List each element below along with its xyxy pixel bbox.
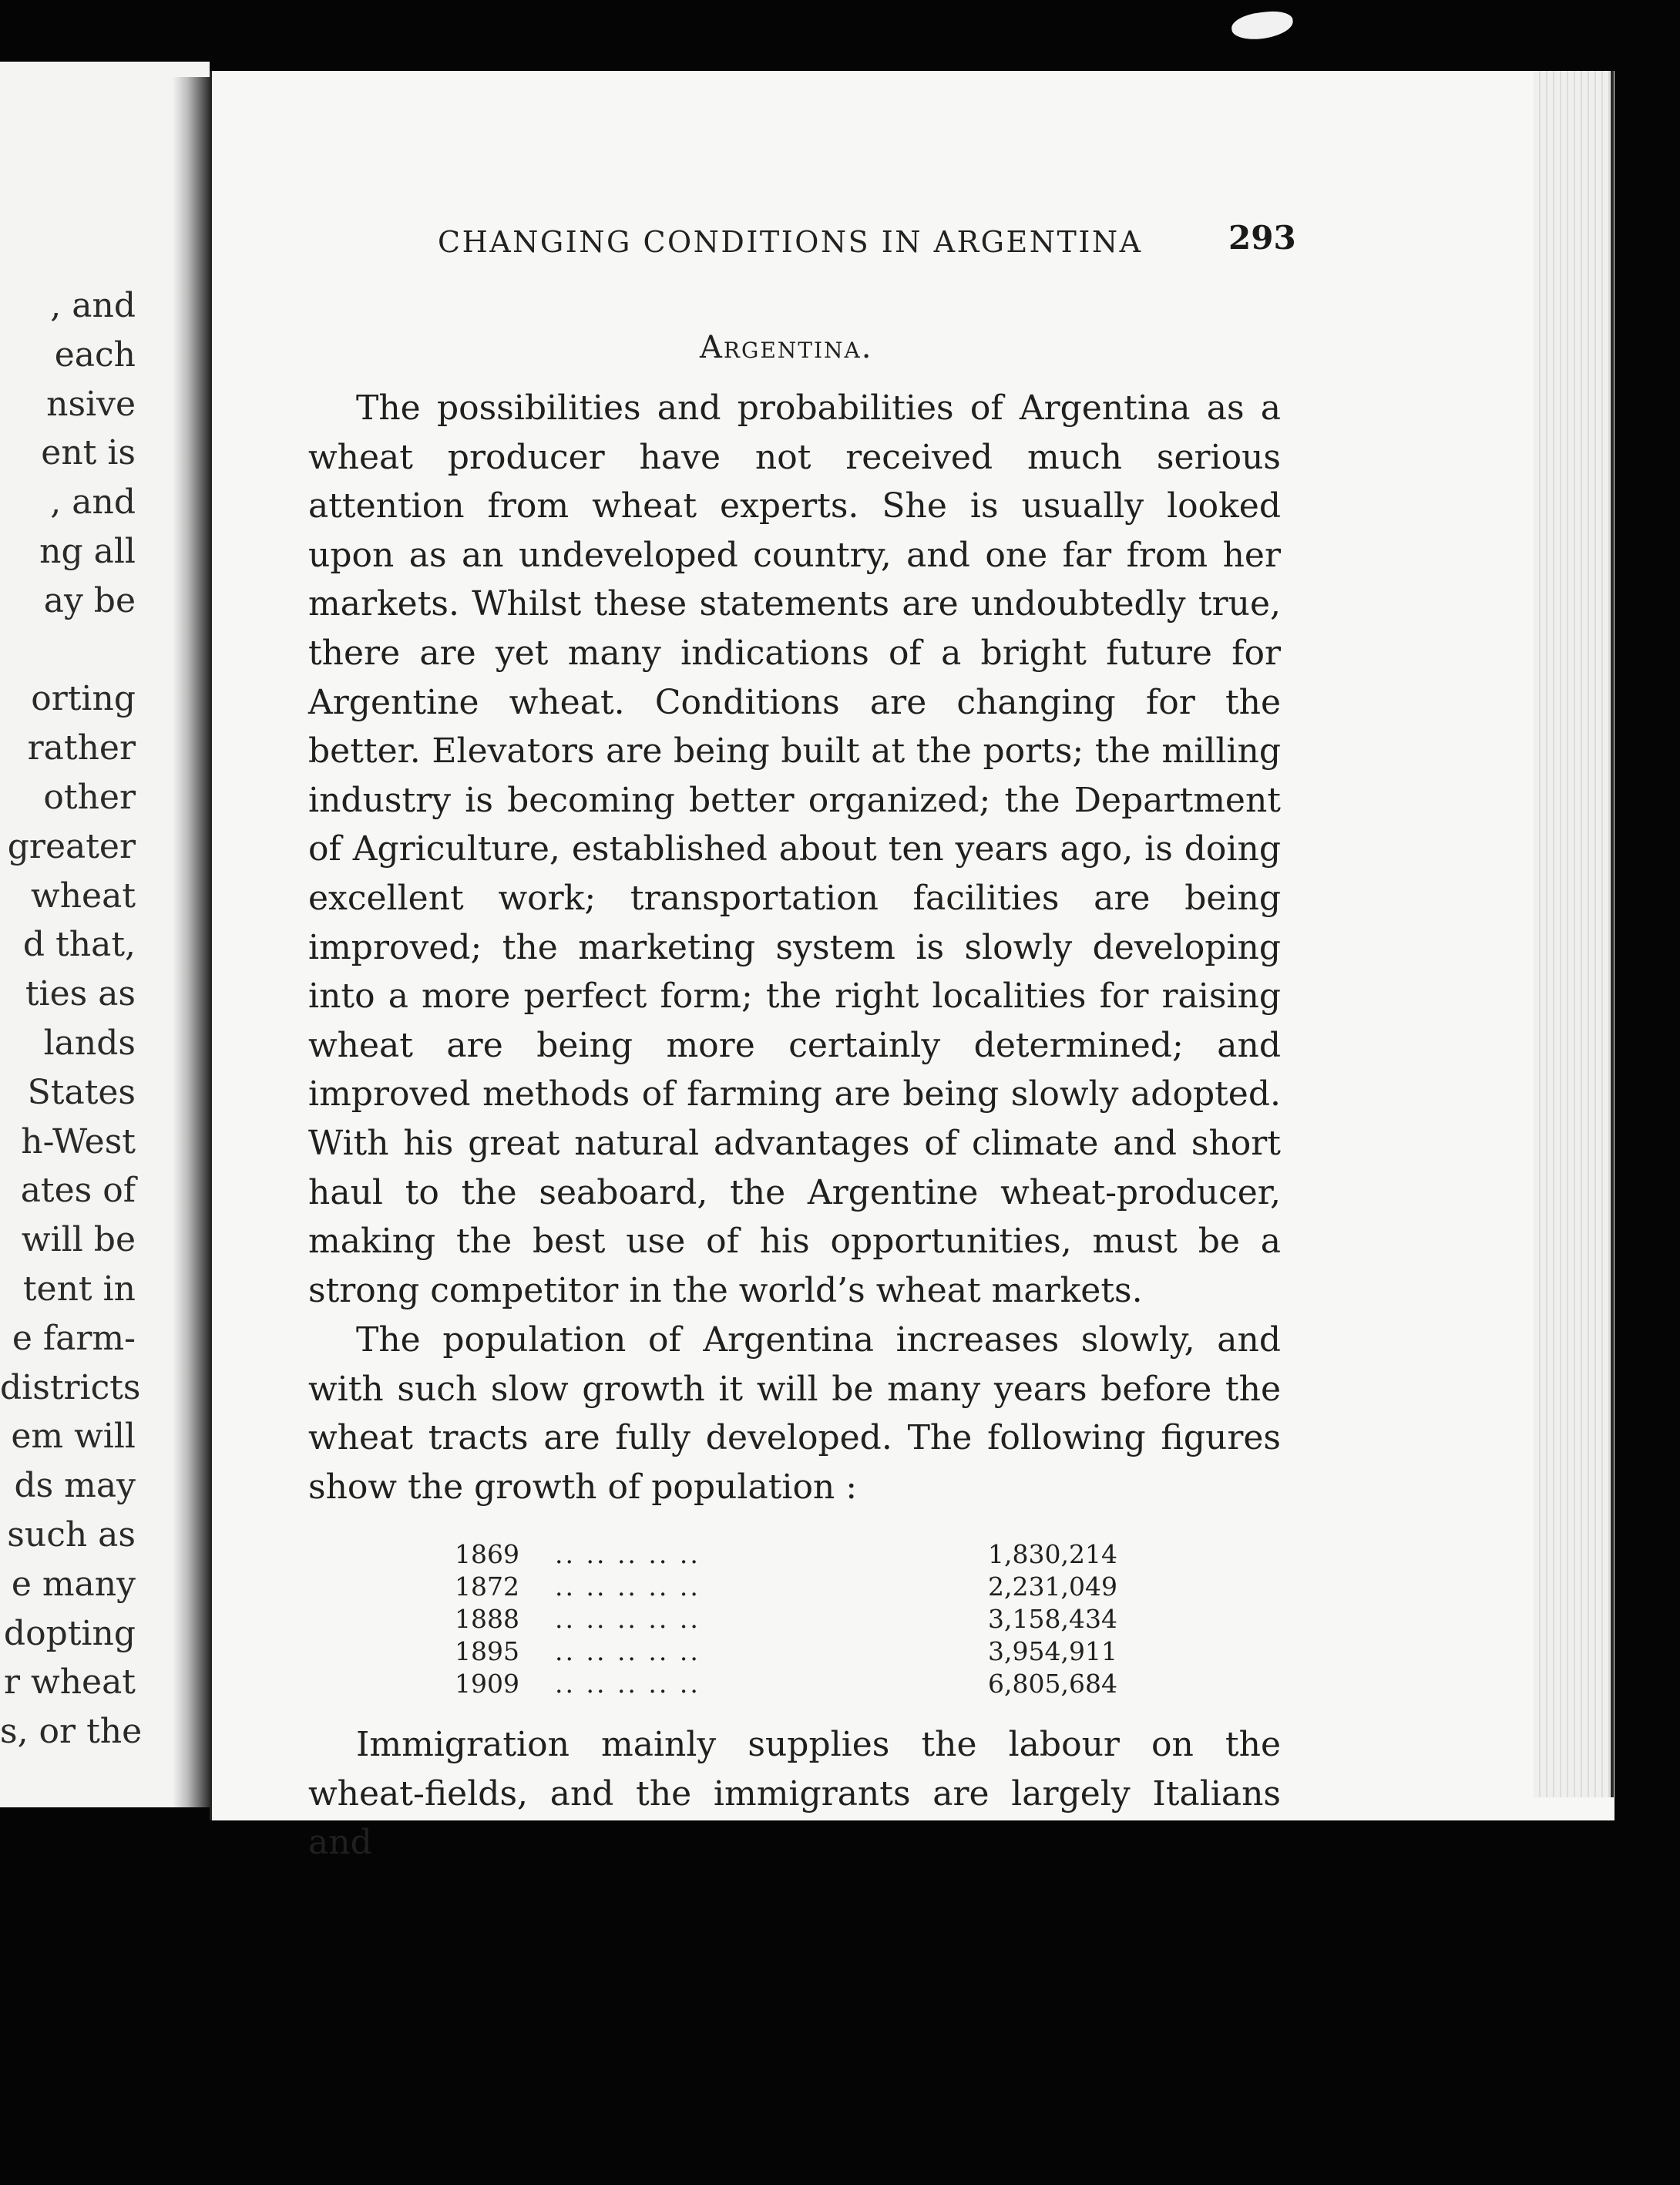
table-row [455, 1603, 1117, 1635]
paper-fragment [1230, 9, 1294, 42]
facing-line: ng all [39, 531, 136, 571]
facing-line: wheat [31, 876, 136, 916]
table-row [455, 1668, 1117, 1700]
page-edges [1534, 71, 1614, 1797]
year-cell: 1895 [455, 1636, 519, 1666]
year-cell: 1909 [455, 1669, 519, 1699]
dot-leader: .. .. .. .. .. [555, 1604, 701, 1634]
facing-line: ent is [41, 433, 136, 473]
facing-line: , and [50, 286, 136, 325]
dot-leader: .. .. .. .. .. [555, 1572, 701, 1602]
facing-line: each [54, 334, 136, 375]
facing-line: ay be [43, 580, 136, 620]
facing-line: rather [27, 728, 136, 768]
facing-page-text [0, 281, 143, 1756]
facing-line: s, or the [0, 1712, 143, 1752]
facing-line: greater [7, 826, 136, 866]
facing-line: other [43, 777, 136, 817]
facing-line: ties as [25, 974, 136, 1014]
facing-line: em will [11, 1417, 136, 1457]
running-header: CHANGING CONDITIONS IN ARGENTINA [438, 225, 1143, 259]
population-table [455, 1538, 1117, 1700]
body-paragraph: The possibilities and probabilities of Argentina as a wheat producer have not received much serious attention from wheat experts. She is usually looked upon as an undeveloped country, and one far from her markets. Whilst these statements are undoubtedly true, there are yet many indications of a bright future for Argentine wheat. Conditions are changing for the better. Elevators are being built at the ports; the milling industry is becoming better organized; the Department of Agriculture, established about ten years ago, is doing excellent work; transportation facilities are being improved; the marketing system is slowly developing into a more perfect form; the right localities for raising wheat are being more certainly determined; and improved methods of farming are being slowly adopted. With his great natural advantages of climate and short haul to the seaboard, the Argentine wheat-producer, making the best use of his opportunities, must be a strong competitor in the world’s wheat markets. [308, 388, 1281, 1310]
dot-leader: .. .. .. .. .. [555, 1669, 701, 1699]
year-cell: 1869 [455, 1539, 519, 1569]
dot-leader: .. .. .. .. .. [555, 1539, 701, 1569]
facing-line: such as [7, 1514, 136, 1555]
population-cell: 6,805,684 [988, 1669, 1117, 1699]
facing-line: tent in [22, 1269, 136, 1309]
facing-line: districts [0, 1367, 141, 1407]
facing-line: e many [11, 1564, 136, 1604]
population-cell: 3,954,911 [988, 1636, 1117, 1666]
facing-line: ds may [14, 1466, 136, 1506]
page-number: 293 [1228, 219, 1296, 257]
population-cell: 2,231,049 [988, 1572, 1117, 1602]
facing-line: ates of [20, 1171, 136, 1211]
population-cell: 3,158,434 [988, 1604, 1117, 1634]
facing-line-gap [0, 626, 136, 675]
table-row [455, 1538, 1117, 1571]
facing-line: dopting [3, 1613, 136, 1653]
facing-line: r wheat [4, 1662, 136, 1703]
facing-line: d that, [22, 925, 136, 965]
population-cell: 1,830,214 [988, 1539, 1117, 1569]
book-gutter-shadow [173, 77, 210, 1807]
facing-line: will be [21, 1220, 136, 1260]
facing-line: orting [31, 679, 136, 719]
body-paragraph: The population of Argentina increases slowly, and with such slow growth it will be many years before the wheat tracts are fully developed. The following figures show the growth of population : [308, 1320, 1281, 1507]
facing-line: States [27, 1072, 136, 1112]
facing-line: h-West [21, 1121, 136, 1161]
table-row [455, 1635, 1117, 1668]
dot-leader: .. .. .. .. .. [555, 1636, 701, 1666]
facing-line: e farm- [12, 1318, 136, 1358]
table-row [455, 1571, 1117, 1603]
facing-line: lands [43, 1023, 136, 1063]
section-heading: Argentina. [700, 330, 873, 365]
facing-line: , and [50, 482, 136, 523]
year-cell: 1888 [455, 1604, 519, 1634]
year-cell: 1872 [455, 1572, 519, 1602]
facing-line: nsive [46, 384, 136, 424]
body-paragraph: Immigration mainly supplies the labour on the wheat-fields, and the immigrants are largely Italians and [308, 1725, 1281, 1863]
